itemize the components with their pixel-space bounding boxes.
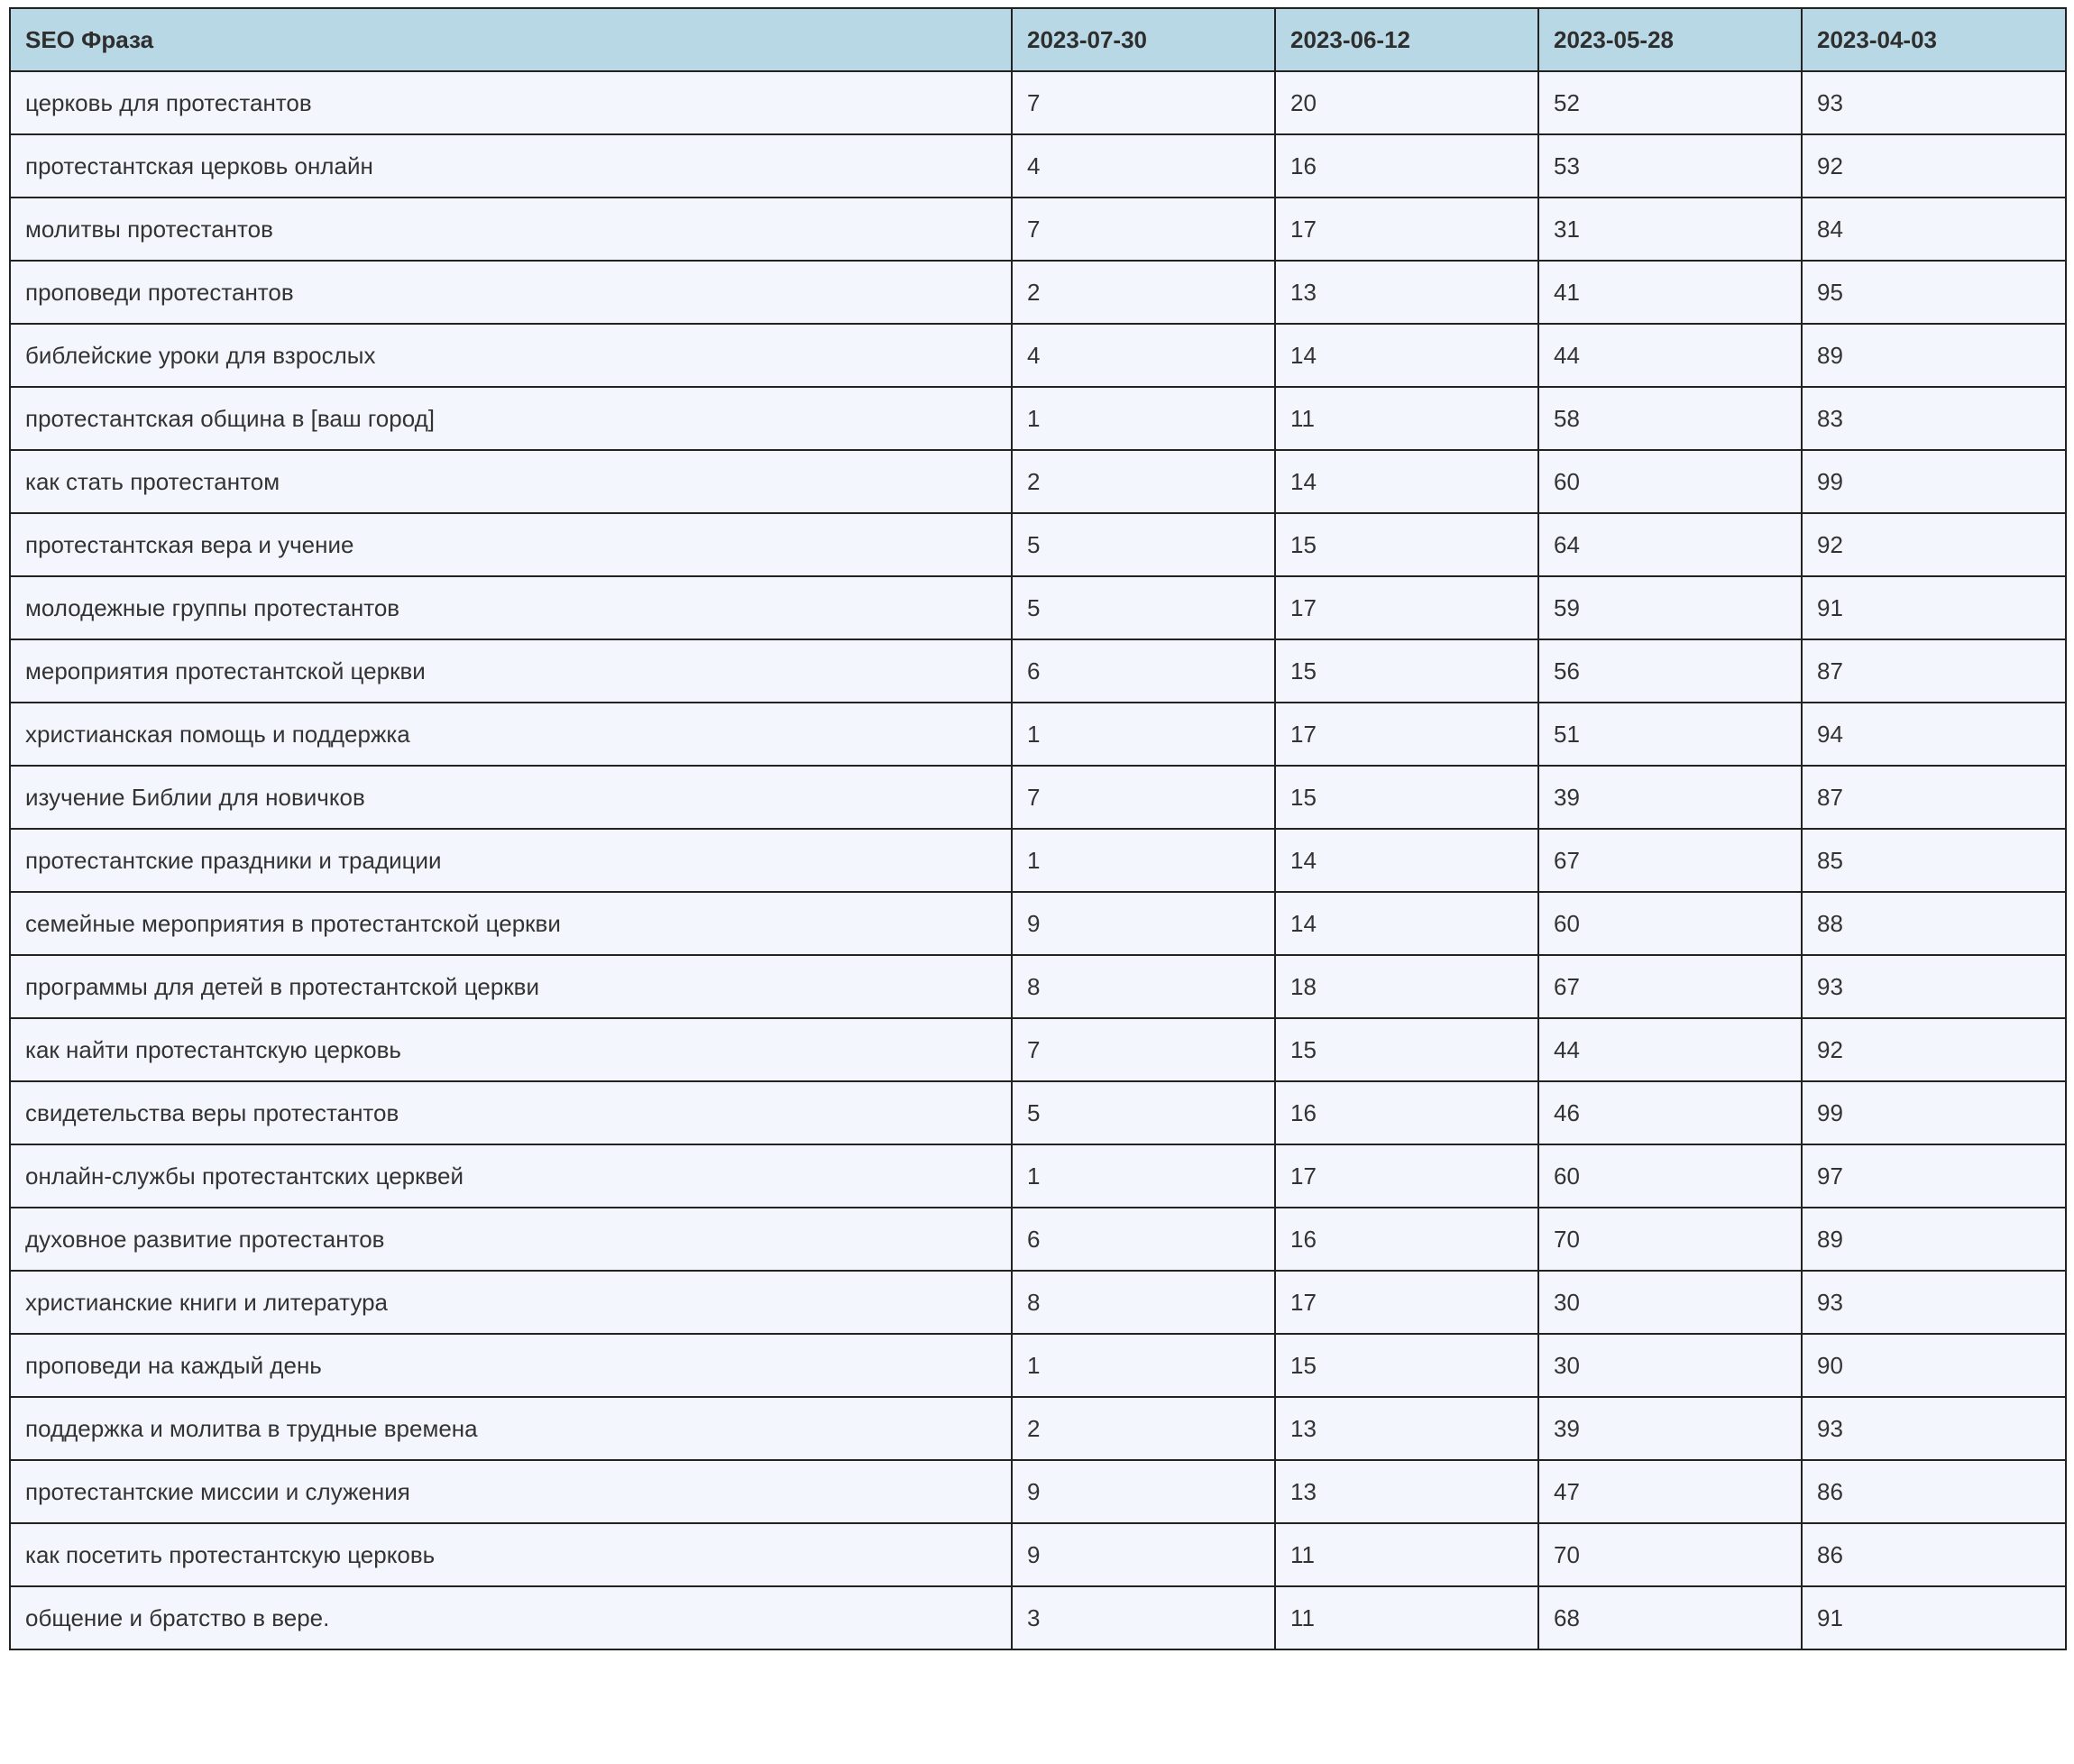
- cell-2023-04-03: 89: [1802, 324, 2066, 387]
- cell-2023-05-28: 41: [1538, 261, 1802, 324]
- table-row: [10, 1208, 2066, 1271]
- cell-seo-phrase: свидетельства веры протестантов: [10, 1081, 1012, 1144]
- table-row: [10, 1081, 2066, 1144]
- cell-2023-05-28: 67: [1538, 829, 1802, 892]
- cell-2023-07-30: 4: [1012, 134, 1275, 198]
- cell-2023-05-28: 44: [1538, 324, 1802, 387]
- cell-seo-phrase: христианская помощь и поддержка: [10, 703, 1012, 766]
- cell-2023-07-30: 5: [1012, 1081, 1275, 1144]
- cell-seo-phrase: поддержка и молитва в трудные времена: [10, 1397, 1012, 1460]
- cell-seo-phrase: молитвы протестантов: [10, 198, 1012, 261]
- cell-2023-04-03: 93: [1802, 1397, 2066, 1460]
- cell-2023-05-28: 30: [1538, 1271, 1802, 1334]
- cell-2023-05-28: 53: [1538, 134, 1802, 198]
- table-row: [10, 1018, 2066, 1081]
- cell-2023-07-30: 7: [1012, 766, 1275, 829]
- cell-2023-06-12: 15: [1275, 639, 1538, 703]
- table-row: [10, 198, 2066, 261]
- cell-seo-phrase: протестантская церковь онлайн: [10, 134, 1012, 198]
- table-row: [10, 1523, 2066, 1586]
- cell-2023-06-12: 20: [1275, 71, 1538, 134]
- cell-seo-phrase: молодежные группы протестантов: [10, 576, 1012, 639]
- cell-2023-07-30: 2: [1012, 1397, 1275, 1460]
- cell-2023-06-12: 15: [1275, 513, 1538, 576]
- cell-2023-06-12: 14: [1275, 324, 1538, 387]
- cell-2023-05-28: 52: [1538, 71, 1802, 134]
- cell-2023-04-03: 91: [1802, 1586, 2066, 1649]
- cell-2023-07-30: 8: [1012, 955, 1275, 1018]
- cell-2023-04-03: 90: [1802, 1334, 2066, 1397]
- cell-2023-07-30: 1: [1012, 703, 1275, 766]
- cell-seo-phrase: протестантские миссии и служения: [10, 1460, 1012, 1523]
- table-row: [10, 1460, 2066, 1523]
- cell-2023-06-12: 16: [1275, 1081, 1538, 1144]
- cell-2023-06-12: 17: [1275, 198, 1538, 261]
- cell-seo-phrase: изучение Библии для новичков: [10, 766, 1012, 829]
- cell-seo-phrase: церковь для протестантов: [10, 71, 1012, 134]
- cell-2023-07-30: 7: [1012, 198, 1275, 261]
- cell-2023-04-03: 83: [1802, 387, 2066, 450]
- cell-seo-phrase: как стать протестантом: [10, 450, 1012, 513]
- cell-2023-06-12: 11: [1275, 1586, 1538, 1649]
- cell-2023-06-12: 14: [1275, 892, 1538, 955]
- cell-2023-05-28: 30: [1538, 1334, 1802, 1397]
- cell-2023-06-12: 16: [1275, 134, 1538, 198]
- cell-2023-06-12: 16: [1275, 1208, 1538, 1271]
- cell-2023-04-03: 87: [1802, 766, 2066, 829]
- header-date-2023-04-03: 2023-04-03: [1802, 8, 2066, 71]
- cell-2023-06-12: 14: [1275, 829, 1538, 892]
- cell-2023-07-30: 6: [1012, 1208, 1275, 1271]
- table-row: [10, 450, 2066, 513]
- cell-2023-07-30: 2: [1012, 450, 1275, 513]
- table-row: [10, 261, 2066, 324]
- cell-2023-04-03: 84: [1802, 198, 2066, 261]
- table-row: [10, 71, 2066, 134]
- cell-2023-04-03: 86: [1802, 1460, 2066, 1523]
- cell-2023-04-03: 93: [1802, 1271, 2066, 1334]
- cell-2023-07-30: 9: [1012, 892, 1275, 955]
- table-row: [10, 324, 2066, 387]
- cell-2023-07-30: 5: [1012, 513, 1275, 576]
- cell-2023-07-30: 8: [1012, 1271, 1275, 1334]
- header-date-2023-07-30: 2023-07-30: [1012, 8, 1275, 71]
- table-row: [10, 134, 2066, 198]
- cell-2023-06-12: 17: [1275, 1144, 1538, 1208]
- cell-2023-05-28: 51: [1538, 703, 1802, 766]
- cell-2023-05-28: 68: [1538, 1586, 1802, 1649]
- cell-2023-05-28: 70: [1538, 1523, 1802, 1586]
- cell-seo-phrase: онлайн-службы протестантских церквей: [10, 1144, 1012, 1208]
- cell-2023-05-28: 60: [1538, 892, 1802, 955]
- cell-seo-phrase: проповеди на каждый день: [10, 1334, 1012, 1397]
- cell-2023-07-30: 7: [1012, 1018, 1275, 1081]
- cell-2023-07-30: 1: [1012, 829, 1275, 892]
- cell-2023-04-03: 97: [1802, 1144, 2066, 1208]
- cell-2023-04-03: 91: [1802, 576, 2066, 639]
- cell-2023-04-03: 93: [1802, 71, 2066, 134]
- cell-2023-04-03: 86: [1802, 1523, 2066, 1586]
- cell-2023-06-12: 17: [1275, 703, 1538, 766]
- table-header: [10, 8, 2066, 71]
- cell-2023-07-30: 3: [1012, 1586, 1275, 1649]
- cell-seo-phrase: программы для детей в протестантской церкви: [10, 955, 1012, 1018]
- table-row: [10, 513, 2066, 576]
- table-row: [10, 1271, 2066, 1334]
- cell-2023-06-12: 11: [1275, 1523, 1538, 1586]
- cell-seo-phrase: общение и братство в вере.: [10, 1586, 1012, 1649]
- cell-2023-06-12: 11: [1275, 387, 1538, 450]
- cell-2023-05-28: 70: [1538, 1208, 1802, 1271]
- cell-2023-04-03: 94: [1802, 703, 2066, 766]
- table-row: [10, 829, 2066, 892]
- seo-positions-table: [9, 7, 2067, 1650]
- table-row: [10, 1144, 2066, 1208]
- cell-seo-phrase: христианские книги и литература: [10, 1271, 1012, 1334]
- cell-2023-04-03: 88: [1802, 892, 2066, 955]
- cell-2023-05-28: 56: [1538, 639, 1802, 703]
- cell-2023-07-30: 1: [1012, 1334, 1275, 1397]
- table-row: [10, 1334, 2066, 1397]
- table-row: [10, 1397, 2066, 1460]
- cell-2023-06-12: 14: [1275, 450, 1538, 513]
- table-row: [10, 892, 2066, 955]
- seo-table-container: [9, 7, 2067, 1650]
- cell-seo-phrase: проповеди протестантов: [10, 261, 1012, 324]
- cell-2023-06-12: 17: [1275, 576, 1538, 639]
- cell-seo-phrase: протестантская вера и учение: [10, 513, 1012, 576]
- cell-2023-07-30: 7: [1012, 71, 1275, 134]
- cell-2023-05-28: 60: [1538, 450, 1802, 513]
- cell-seo-phrase: мероприятия протестантской церкви: [10, 639, 1012, 703]
- cell-2023-04-03: 99: [1802, 1081, 2066, 1144]
- cell-2023-05-28: 31: [1538, 198, 1802, 261]
- cell-2023-04-03: 99: [1802, 450, 2066, 513]
- cell-2023-06-12: 18: [1275, 955, 1538, 1018]
- cell-2023-05-28: 64: [1538, 513, 1802, 576]
- table-row: [10, 703, 2066, 766]
- cell-2023-05-28: 39: [1538, 766, 1802, 829]
- cell-seo-phrase: как найти протестантскую церковь: [10, 1018, 1012, 1081]
- cell-2023-04-03: 92: [1802, 513, 2066, 576]
- cell-2023-04-03: 92: [1802, 1018, 2066, 1081]
- cell-2023-07-30: 2: [1012, 261, 1275, 324]
- cell-2023-07-30: 9: [1012, 1460, 1275, 1523]
- cell-2023-05-28: 47: [1538, 1460, 1802, 1523]
- header-date-2023-06-12: 2023-06-12: [1275, 8, 1538, 71]
- table-row: [10, 576, 2066, 639]
- cell-2023-07-30: 5: [1012, 576, 1275, 639]
- cell-seo-phrase: семейные мероприятия в протестантской церкви: [10, 892, 1012, 955]
- cell-2023-07-30: 1: [1012, 1144, 1275, 1208]
- cell-2023-05-28: 58: [1538, 387, 1802, 450]
- table-row: [10, 639, 2066, 703]
- header-date-2023-05-28: 2023-05-28: [1538, 8, 1802, 71]
- cell-seo-phrase: протестантская община в [ваш город]: [10, 387, 1012, 450]
- cell-2023-04-03: 92: [1802, 134, 2066, 198]
- table-body: [10, 71, 2066, 1649]
- cell-2023-05-28: 46: [1538, 1081, 1802, 1144]
- cell-2023-06-12: 13: [1275, 261, 1538, 324]
- header-seo-phrase: SEO Фраза: [10, 8, 1012, 71]
- cell-2023-07-30: 4: [1012, 324, 1275, 387]
- cell-2023-06-12: 15: [1275, 1334, 1538, 1397]
- cell-seo-phrase: духовное развитие протестантов: [10, 1208, 1012, 1271]
- cell-2023-05-28: 60: [1538, 1144, 1802, 1208]
- cell-2023-05-28: 39: [1538, 1397, 1802, 1460]
- cell-2023-06-12: 15: [1275, 766, 1538, 829]
- cell-2023-04-03: 85: [1802, 829, 2066, 892]
- table-row: [10, 387, 2066, 450]
- cell-2023-07-30: 6: [1012, 639, 1275, 703]
- cell-2023-05-28: 67: [1538, 955, 1802, 1018]
- cell-2023-06-12: 13: [1275, 1397, 1538, 1460]
- cell-seo-phrase: библейские уроки для взрослых: [10, 324, 1012, 387]
- table-row: [10, 1586, 2066, 1649]
- cell-2023-04-03: 89: [1802, 1208, 2066, 1271]
- table-row: [10, 955, 2066, 1018]
- cell-2023-06-12: 17: [1275, 1271, 1538, 1334]
- cell-2023-05-28: 44: [1538, 1018, 1802, 1081]
- cell-seo-phrase: как посетить протестантскую церковь: [10, 1523, 1012, 1586]
- cell-2023-04-03: 87: [1802, 639, 2066, 703]
- table-row: [10, 766, 2066, 829]
- cell-2023-06-12: 13: [1275, 1460, 1538, 1523]
- cell-2023-05-28: 59: [1538, 576, 1802, 639]
- cell-2023-06-12: 15: [1275, 1018, 1538, 1081]
- cell-2023-04-03: 93: [1802, 955, 2066, 1018]
- cell-2023-04-03: 95: [1802, 261, 2066, 324]
- header-row: [10, 8, 2066, 71]
- cell-seo-phrase: протестантские праздники и традиции: [10, 829, 1012, 892]
- cell-2023-07-30: 9: [1012, 1523, 1275, 1586]
- cell-2023-07-30: 1: [1012, 387, 1275, 450]
